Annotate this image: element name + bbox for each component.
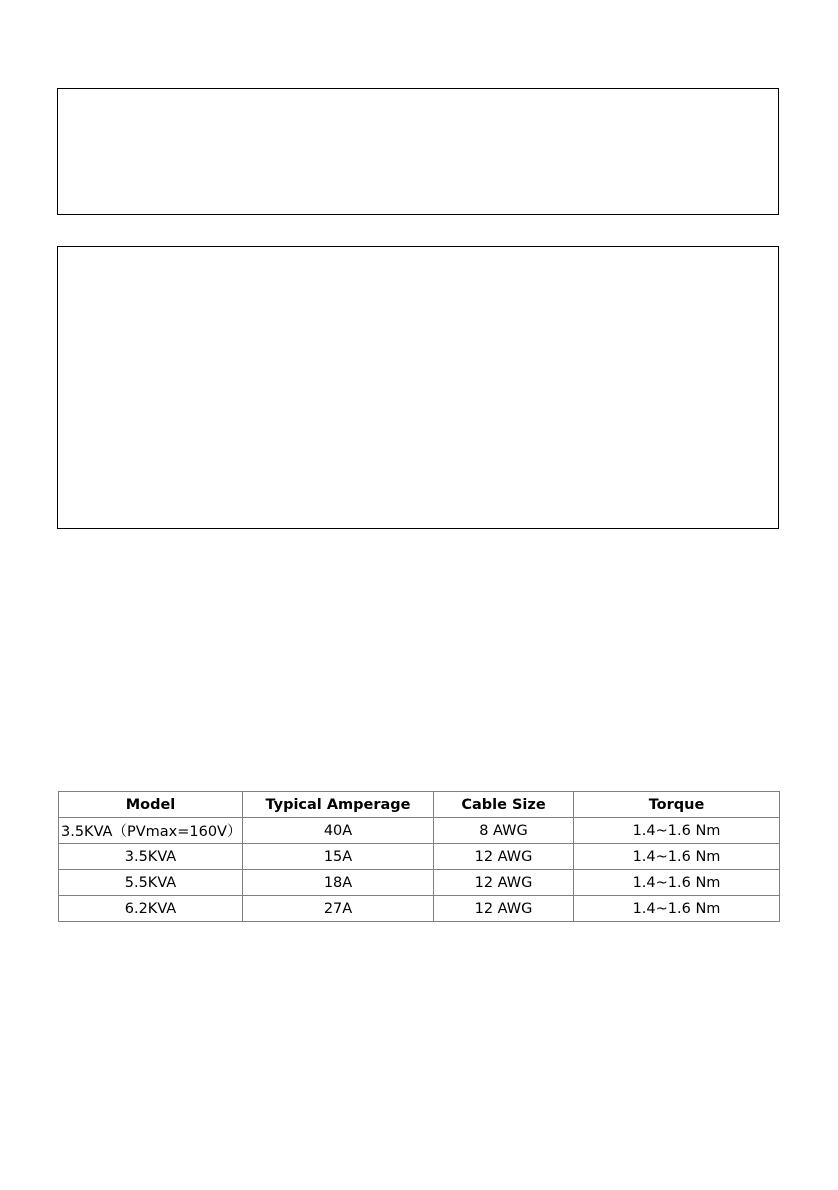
table-row bbox=[59, 844, 780, 870]
table-header-row bbox=[59, 792, 780, 818]
cell-model: 5.5KVA bbox=[59, 870, 243, 896]
cell-cable-size: 12 AWG bbox=[434, 896, 574, 922]
notice-box-middle bbox=[57, 246, 779, 529]
header-model: Model bbox=[59, 792, 243, 818]
cell-model: 3.5KVA bbox=[59, 844, 243, 870]
cell-cable-size: 12 AWG bbox=[434, 870, 574, 896]
cell-amperage: 15A bbox=[243, 844, 434, 870]
cell-model: 6.2KVA bbox=[59, 896, 243, 922]
notice-box-top bbox=[57, 88, 779, 215]
cable-spec-table bbox=[58, 791, 780, 922]
cell-amperage: 27A bbox=[243, 896, 434, 922]
table-row bbox=[59, 818, 780, 844]
cell-torque: 1.4~1.6 Nm bbox=[574, 844, 780, 870]
cell-amperage: 18A bbox=[243, 870, 434, 896]
cell-cable-size: 8 AWG bbox=[434, 818, 574, 844]
header-cable-size: Cable Size bbox=[434, 792, 574, 818]
table-row bbox=[59, 870, 780, 896]
cell-cable-size: 12 AWG bbox=[434, 844, 574, 870]
header-torque: Torque bbox=[574, 792, 780, 818]
cell-torque: 1.4~1.6 Nm bbox=[574, 896, 780, 922]
cell-amperage: 40A bbox=[243, 818, 434, 844]
cell-torque: 1.4~1.6 Nm bbox=[574, 818, 780, 844]
table-row bbox=[59, 896, 780, 922]
cell-torque: 1.4~1.6 Nm bbox=[574, 870, 780, 896]
cell-model: 3.5KVA（PVmax=160V） bbox=[59, 818, 243, 844]
header-typical-amperage: Typical Amperage bbox=[243, 792, 434, 818]
